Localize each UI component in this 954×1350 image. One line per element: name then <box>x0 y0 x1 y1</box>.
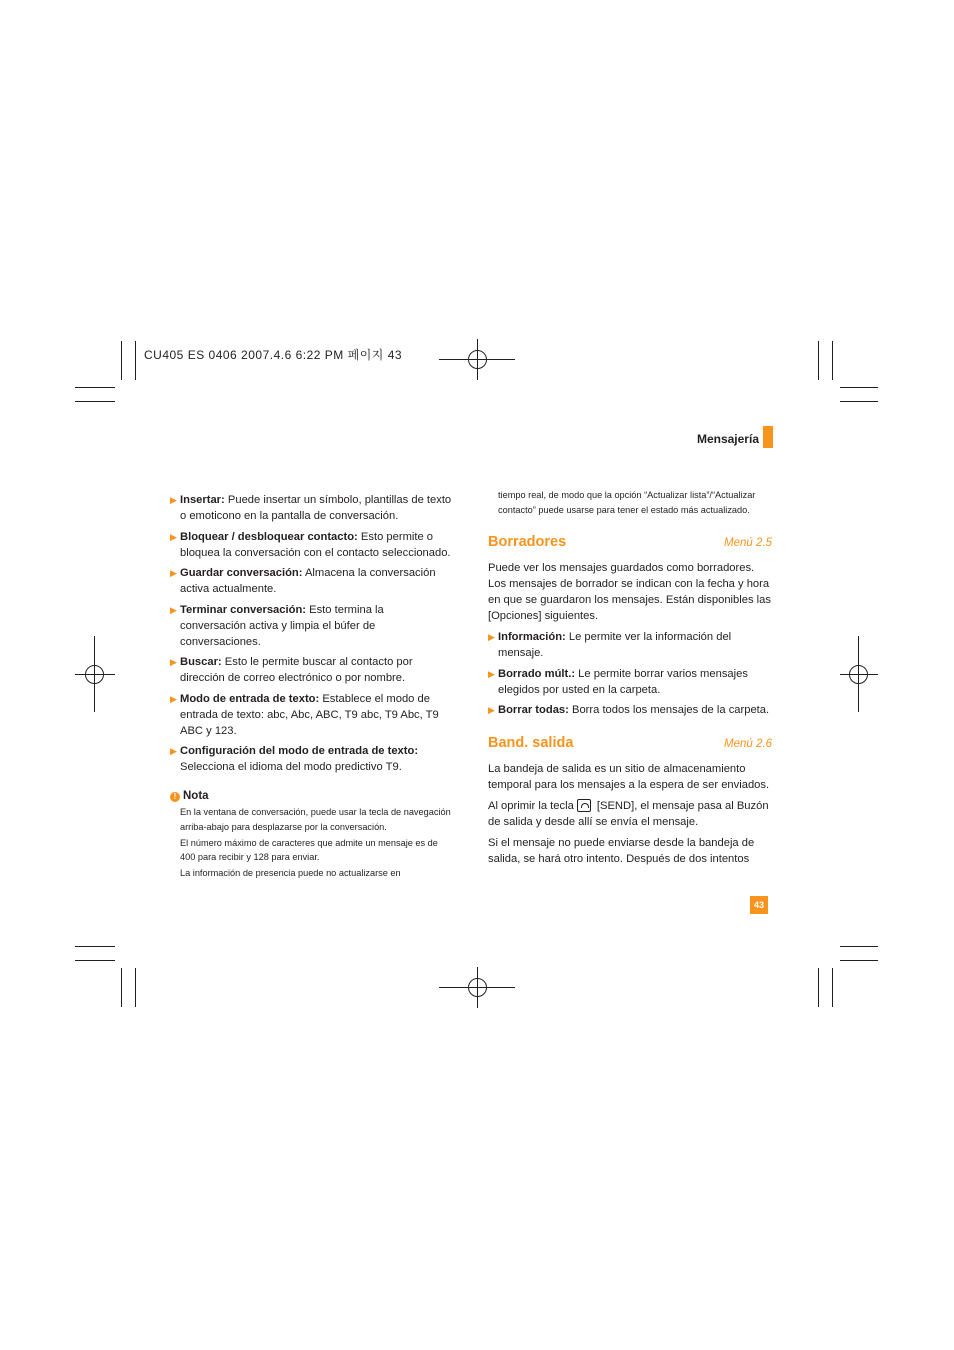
band-salida-para-1: La bandeja de salida es un sitio de almacenamiento temporal para los mensajes a la espera de ser enviados. <box>488 763 770 792</box>
borradores-intro: Puede ver los mensajes guardados como borradores. Los mensajes de borrador se indican con la fecha y hora en que se guardaron los mensajes. Están disponibles las [Opciones] siguientes. <box>488 562 771 623</box>
section-title: Band. salida <box>488 735 574 752</box>
print-slug: CU405 ES 0406 2007.4.6 6:22 PM 페이지 43 <box>144 348 403 362</box>
page-number: 43 <box>750 896 768 914</box>
bullet-arrow-icon: ▶ <box>488 705 495 716</box>
menu-reference: Menú 2.5 <box>724 537 772 550</box>
menu-reference: Menú 2.6 <box>724 738 772 751</box>
list-item: ▶ Buscar: Esto le permite buscar al contacto por dirección de correo electrónico o por nombre. <box>170 656 413 684</box>
bullet-arrow-icon: ▶ <box>488 668 495 679</box>
borradores-heading <box>488 534 772 551</box>
list-item: ▶ Terminar conversación: Esto termina la conversación activa y limpia el búfer de conversaciones. <box>170 603 384 648</box>
send-key-icon <box>577 799 591 812</box>
bullet-arrow-icon: ▶ <box>488 632 495 643</box>
list-item: ▶ Bloquear / desbloquear contacto: Esto permite o bloquea la conversación con el contacto seleccionado. <box>170 530 451 559</box>
bullet-arrow-icon: ▶ <box>170 568 177 578</box>
bullet-arrow-icon: ▶ <box>170 693 177 704</box>
list-item: ▶ Información: Le permite ver la información del mensaje. <box>488 631 732 660</box>
bullet-arrow-icon: ▶ <box>170 657 177 667</box>
note-paragraph: El número máximo de caracteres que admite un mensaje es de 400 para recibir y 128 para enviar. <box>180 837 438 863</box>
right-column <box>488 492 772 872</box>
list-item: ▶ Borrado múlt.: Le permite borrar varios mensajes elegidos por usted en la carpeta. <box>488 667 748 696</box>
note-paragraph: En la ventana de conversación, puede usar la tecla de navegación arriba-abajo para desplazarse por la conversación. <box>180 807 451 832</box>
list-item: ▶ Modo de entrada de texto: Establece el modo de entrada de texto: abc, Abc, ABC, T9 abc, T9 Abc, T9 ABC y 123. <box>170 692 439 737</box>
list-item: ▶ Insertar: Puede insertar un símbolo, plantillas de texto o emoticono en la pantalla de conversación. <box>170 494 452 522</box>
left-column <box>170 492 452 882</box>
band-salida-para-3: Si el mensaje no puede enviarse desde la bandeja de salida, se hará otro intento. Después de dos intentos <box>488 837 755 866</box>
band-salida-heading <box>488 735 772 752</box>
section-title: Borradores <box>488 534 567 551</box>
note-continuation: tiempo real, de modo que la opción “Actualizar lista”/“Actualizar contacto” puede usarse para tener el estado más actualizado. <box>498 490 756 515</box>
note-body <box>170 805 452 881</box>
bullet-arrow-icon: ▶ <box>170 604 177 615</box>
list-item: ▶ Configuración del modo de entrada de texto: Selecciona el idioma del modo predictivo T9. <box>170 745 419 773</box>
bullet-arrow-icon: ▶ <box>170 531 177 542</box>
list-item: ▶ Guardar conversación: Almacena la conversación activa actualmente. <box>170 567 436 595</box>
section-header-tab <box>763 426 773 448</box>
list-item: ▶ Borrar todas: Borra todos los mensajes de la carpeta. <box>488 704 770 717</box>
bullet-arrow-icon: ▶ <box>170 746 177 756</box>
band-salida-para-2: Al oprimir la tecla [SEND], el mensaje pasa al Buzón de salida y desde allí se envía el mensaje. <box>488 800 769 829</box>
note-paragraph: La información de presencia puede no actualizarse en <box>180 868 401 879</box>
note-heading: ! Nota <box>170 789 452 803</box>
bullet-arrow-icon: ▶ <box>170 495 177 505</box>
warning-icon: ! <box>170 792 180 802</box>
section-header-title: Mensajería <box>696 432 759 446</box>
